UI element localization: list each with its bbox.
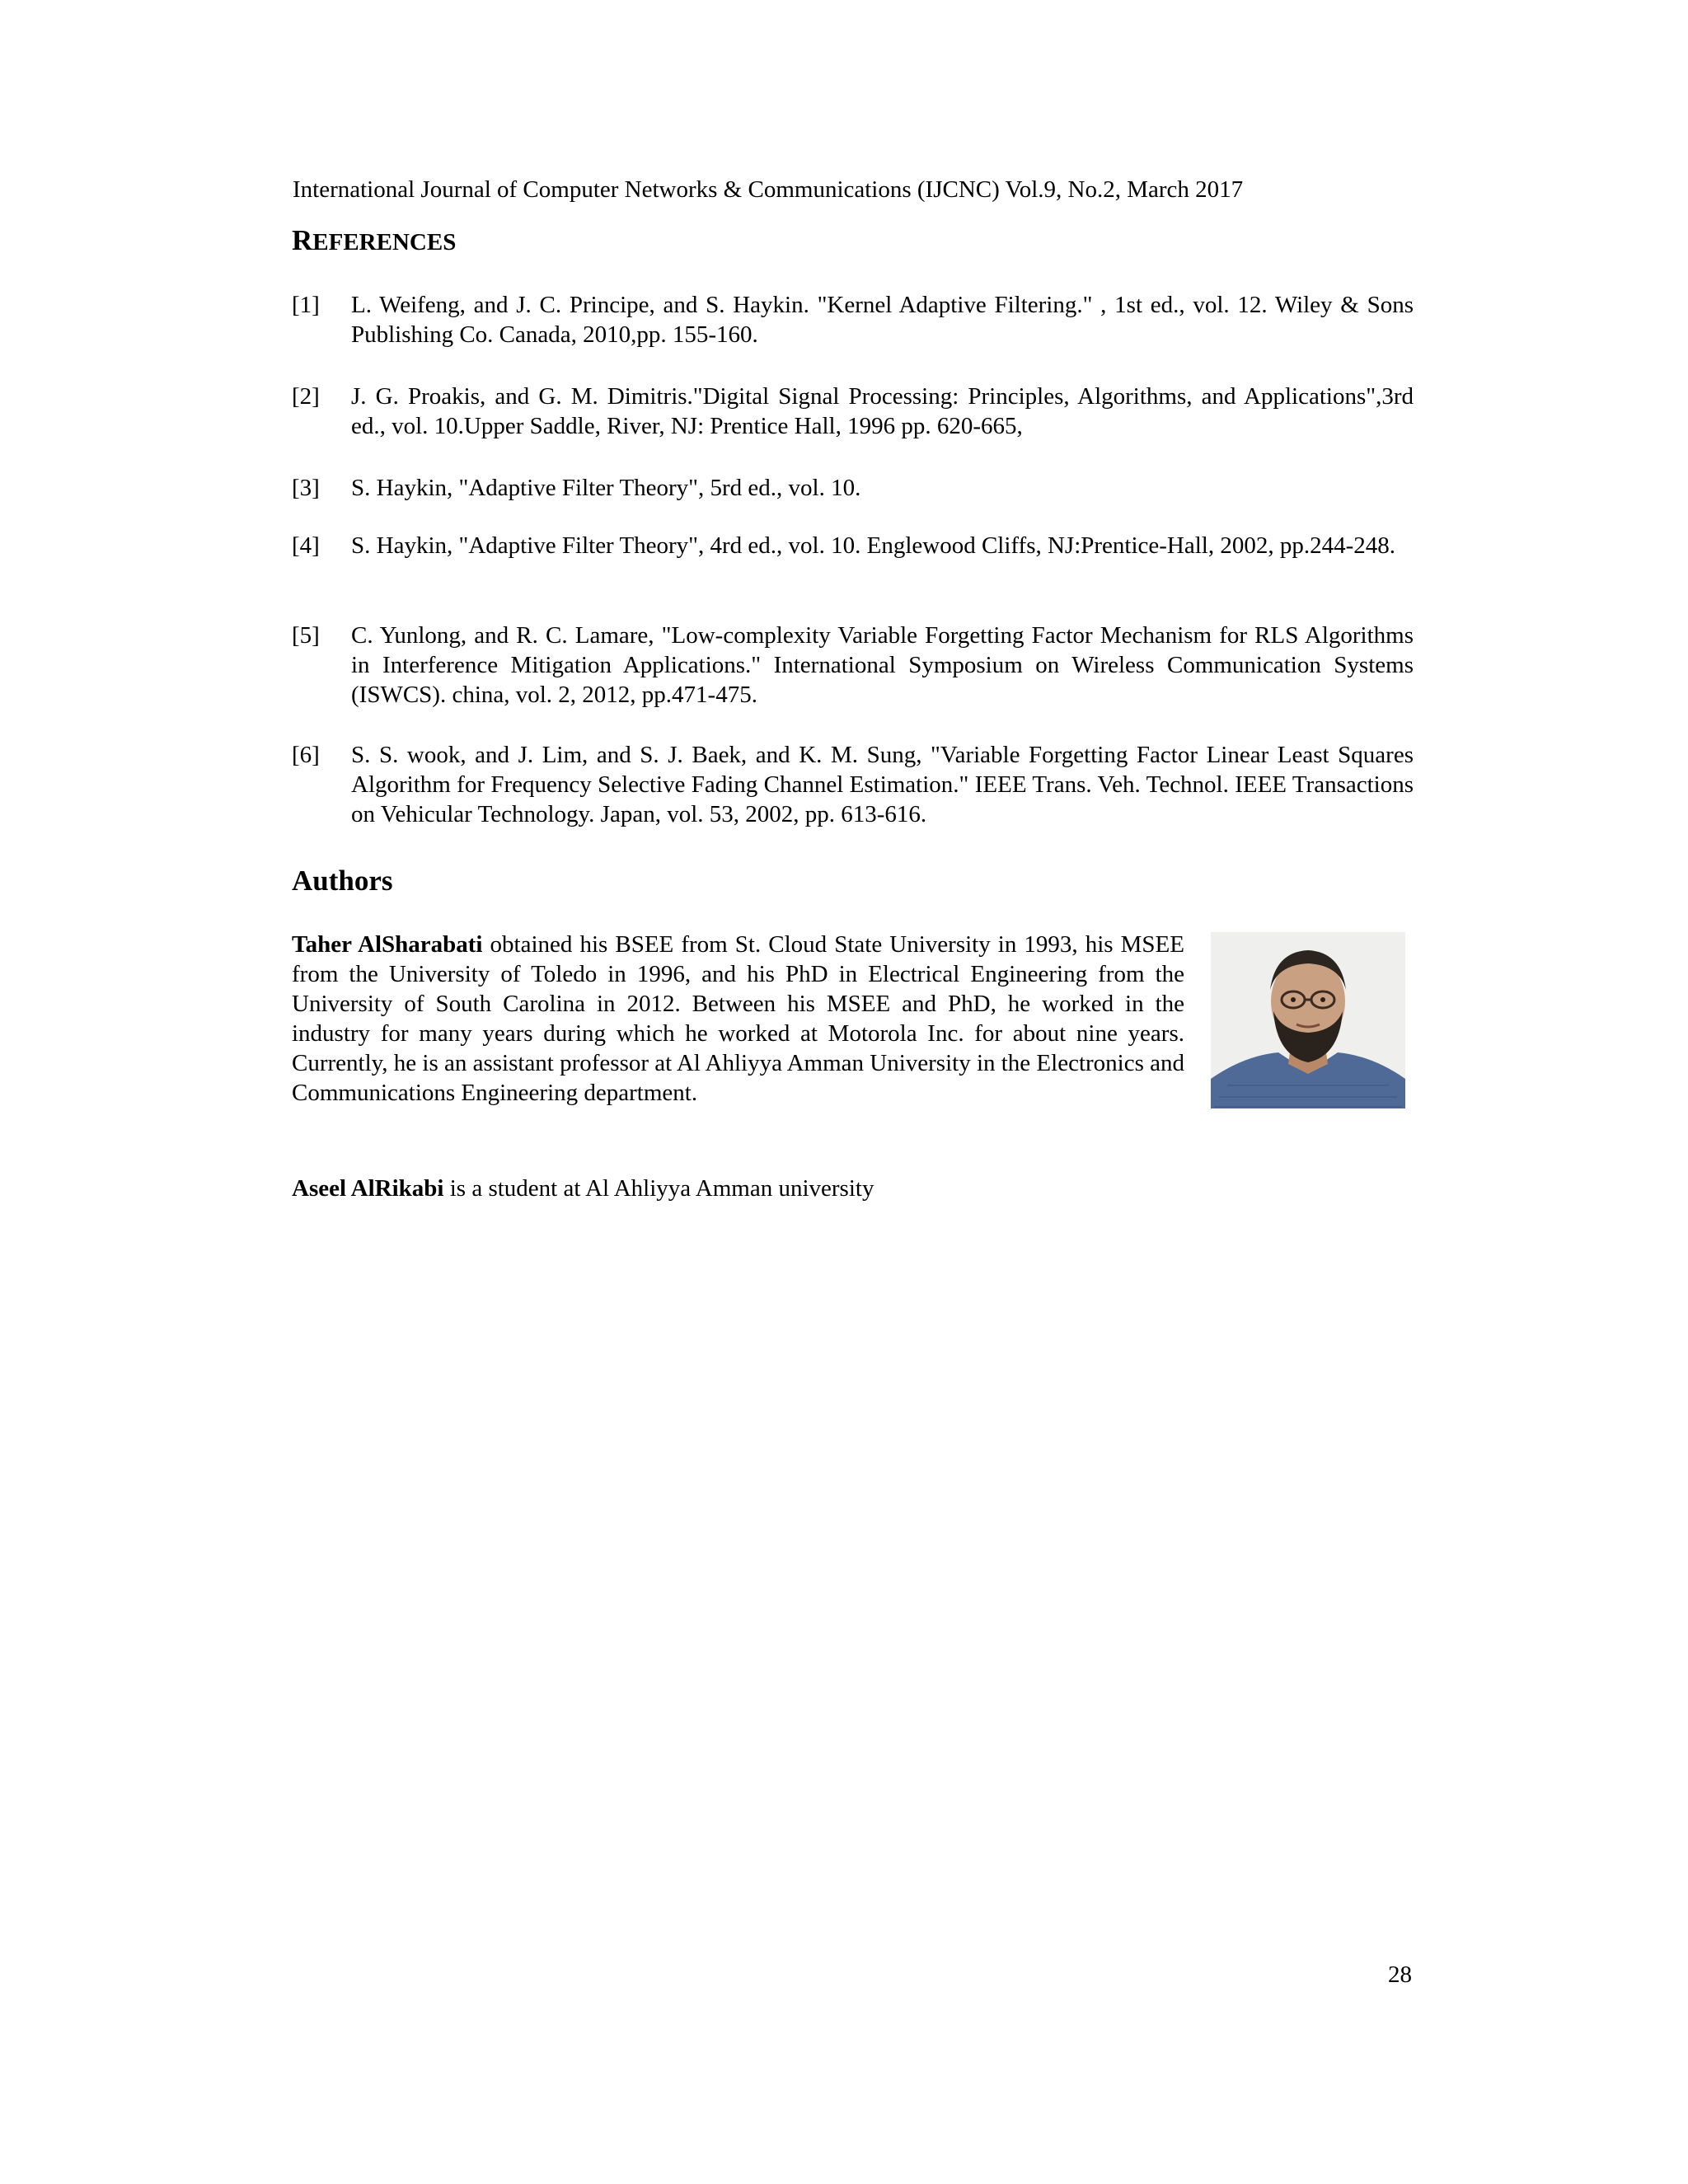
reference-text: S. S. wook, and J. Lim, and S. J. Baek, and K. M. Sung, "Variable Forgetting Factor Linear Least Squares Algorithm for Frequency Selective Fading Channel Estimation." IEEE Trans. Veh. Technol. IEEE Transactions on Vehicular Technology. Japan, vol. 53, 2002, pp. 613-616. (351, 742, 1414, 827)
author-bio-text: obtained his BSEE from St. Cloud State University in 1993, his MSEE from the University of Toledo in 1996, and his PhD in Electrical Engineering from the University of South Carolina in 2012. Between his MSEE and PhD, he worked in the industry for many years during which he worked at Motorola Inc. for about nine years. Currently, he is an assistant professor at Al Ahliyya Amman University in the Electronics and Communications Engineering department. (292, 931, 1184, 1106)
reference-text: C. Yunlong, and R. C. Lamare, "Low-complexity Variable Forgetting Factor Mechanism for RLS Algorithms in Interference Mitigation Applications." International Symposium on Wireless Communication Systems (ISWCS). china, vol. 2, 2012, pp.471-475. (351, 622, 1414, 708)
author-photo (1211, 932, 1405, 1108)
references-heading (292, 224, 456, 259)
reference-text: J. G. Proakis, and G. M. Dimitris."Digital Signal Processing: Principles, Algorithms, and Applications",3rd ed., vol. 10.Upper Saddle, River, NJ: Prentice Hall, 1996 pp. 620-665, (351, 383, 1414, 439)
author-bio-1 (292, 930, 1184, 1108)
reference-item (292, 740, 1414, 829)
reference-number: [1] (292, 292, 320, 318)
reference-number: [3] (292, 475, 320, 501)
references-heading-initial: R (292, 224, 313, 256)
page-number: 28 (1388, 1961, 1412, 1988)
author-name: Taher AlSharabati (292, 931, 483, 958)
reference-item (292, 621, 1414, 710)
reference-item (292, 473, 1414, 503)
author-bio-2 (292, 1174, 874, 1203)
references-heading-rest: EFERENCES (312, 229, 457, 255)
reference-text: S. Haykin, "Adaptive Filter Theory", 5rd ed., vol. 10. (351, 475, 861, 501)
author-portrait-image (1211, 932, 1405, 1108)
reference-number: [6] (292, 742, 320, 768)
authors-heading: Authors (292, 865, 393, 897)
reference-number: [2] (292, 383, 320, 410)
running-header: International Journal of Computer Networks & Communications (IJCNC) Vol.9, No.2, March 2017 (293, 176, 1244, 203)
reference-text: S. Haykin, "Adaptive Filter Theory", 4rd ed., vol. 10. Englewood Cliffs, NJ:Prentice-Hall, 2002, pp.244-248. (351, 532, 1396, 559)
author-name: Aseel AlRikabi (292, 1175, 444, 1202)
reference-item (292, 382, 1414, 441)
author-bio-text: is a student at Al Ahliyya Amman university (443, 1175, 874, 1202)
reference-item (292, 531, 1414, 560)
reference-item (292, 290, 1414, 349)
reference-text: L. Weifeng, and J. C. Principe, and S. Haykin. "Kernel Adaptive Filtering." , 1st ed., vol. 12. Wiley & Sons Publishing Co. Canada, 2010,pp. 155-160. (351, 292, 1414, 348)
reference-number: [4] (292, 532, 320, 559)
reference-number: [5] (292, 622, 320, 649)
